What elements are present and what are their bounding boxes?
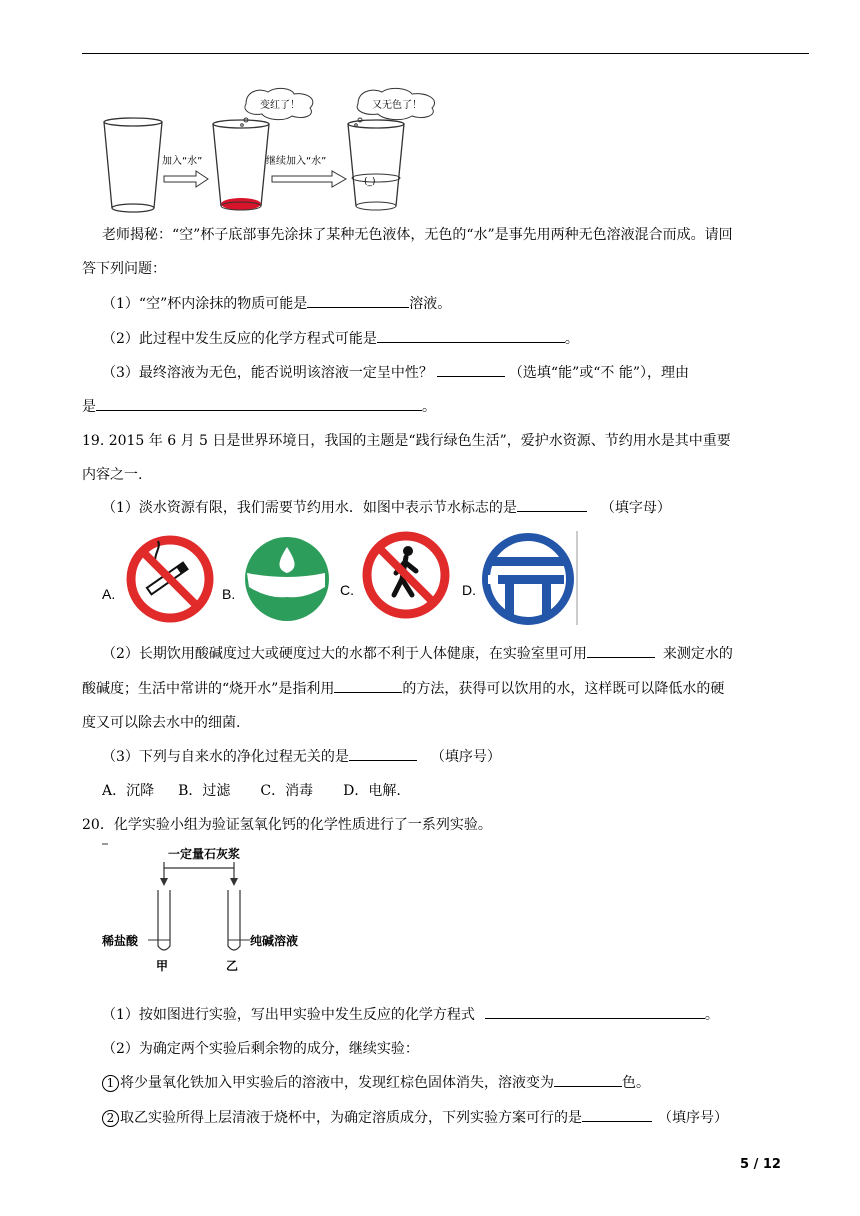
q20-part1: [102, 1004, 719, 1024]
red-cup: [213, 120, 269, 210]
q20-c2-hint: （填序号）: [658, 1110, 728, 1126]
q18-part3-reason: [82, 396, 436, 416]
bubble2-label: 又无色了！: [372, 100, 422, 111]
q20-step2: [102, 1107, 728, 1127]
q20-step1: [102, 1072, 650, 1092]
q19-part1: [102, 497, 671, 517]
q18-p3-tail: 。: [422, 399, 436, 415]
q19-title-line2: 内容之一.: [82, 467, 143, 483]
q18-intro-line1: 老师揭秘：“空”杯子底部事先涂抹了某种无色液体，无色的“水”是事先用两种无色溶液混合而成。请回: [102, 227, 733, 243]
q18-intro-line2: 答下列问题：: [82, 261, 166, 277]
q19-p2-line2-text: 酸碱度；生活中常讲的“烧开水”是指利用: [82, 681, 335, 697]
q20-c1-text: 将少量氧化铁加入甲实验后的溶液中，发现红棕色固体消失，溶液变为: [120, 1075, 554, 1091]
q18-p2-tail: 。: [564, 331, 579, 347]
option-c: C．消毒: [260, 783, 314, 799]
option-d: D．电解.: [343, 783, 401, 799]
answer-blank[interactable]: [587, 643, 655, 658]
q20-p1-text: （1）按如图进行实验，写出甲实验中发生反应的化学方程式: [102, 1007, 475, 1023]
bubble1-label: 变红了！: [260, 100, 300, 111]
sign-c-label: C.: [340, 582, 354, 598]
q18-part2: [102, 328, 579, 348]
fig-left-label: 稀盐酸: [102, 934, 139, 948]
q20-c1-tail: 色。: [622, 1075, 650, 1091]
sign-a-label: A.: [102, 586, 116, 602]
page-number: 5 / 12: [740, 1157, 781, 1172]
svg-text:(_): (_): [364, 177, 376, 187]
no-smoking-sign-icon: [131, 540, 209, 618]
fig-right-label: 纯碱溶液: [250, 934, 299, 948]
circled-number-2: 2: [102, 1110, 119, 1127]
cups-experiment-figure: [96, 86, 476, 218]
q20-title: 20．化学实验小组为验证氢氧化钙的化学性质进行了一系列实验。: [82, 817, 492, 833]
option-b: B．过滤: [178, 783, 231, 799]
q20-part2: （2）为确定两个实验后剩余物的成分，继续实验：: [102, 1041, 419, 1057]
q18-p3-text: （3）最终溶液为无色，能否说明该溶液一定呈中性？: [102, 365, 433, 381]
q18-p1-tail: 溶液。: [409, 296, 452, 312]
q18-part1: [102, 293, 451, 313]
sign-b-label: B.: [222, 586, 236, 602]
circled-number-1: 1: [102, 1075, 119, 1092]
q19-p1-text: （1）淡水资源有限，我们需要节约用水．如图中表示节水标志的是: [102, 500, 517, 516]
option-a: A．沉降: [102, 783, 155, 799]
fig-top-label: 一定量石灰浆: [168, 847, 241, 861]
water-saving-sign-icon: [245, 537, 329, 621]
q19-p2-tail: 来测定水的: [662, 646, 733, 662]
sign-d-label: D.: [462, 582, 476, 598]
q19-p2-text: （2）长期饮用酸碱度过大或硬度过大的水都不利于人体健康，在实验室里可用: [102, 646, 587, 662]
q19-part2-line2: [82, 678, 724, 698]
colorless-cup: [348, 120, 404, 210]
q18-part3: [102, 362, 689, 382]
arrow1-label: 加入“水”: [162, 156, 203, 167]
q20-c2-text: 取乙实验所得上层清液于烧杯中，为确定溶质成分，下列实验方案可行的是: [120, 1110, 582, 1126]
answer-blank[interactable]: [582, 1107, 652, 1122]
q20-p1-tail: 。: [704, 1007, 719, 1023]
answer-blank[interactable]: [307, 293, 409, 308]
q19-part3: [102, 746, 501, 766]
answer-blank[interactable]: [485, 1004, 705, 1019]
arrow-1: [164, 171, 208, 187]
q19-p3-hint: （填序号）: [430, 749, 501, 765]
q19-title-line1: 19. 2015 年 6 月 5 日是世界环境日，我国的主题是“践行绿色生活”，爱护水资源、节约用水是其中重要: [82, 433, 731, 449]
q19-part2-line3: 度又可以除去水中的细菌.: [82, 715, 241, 731]
q19-options: [102, 780, 401, 800]
answer-blank[interactable]: [437, 362, 505, 377]
fig-yi-label: 乙: [226, 959, 239, 973]
q18-p2-text: （2）此过程中发生反应的化学方程式可能是: [102, 331, 377, 347]
answer-blank[interactable]: [96, 396, 422, 411]
test-tube-yi: [228, 890, 250, 950]
q19-part2-line1: [102, 643, 733, 663]
answer-blank[interactable]: [349, 746, 417, 761]
answer-blank[interactable]: [517, 497, 587, 512]
header-rule: [82, 53, 809, 54]
no-pedestrian-sign-icon: [367, 536, 445, 614]
q18-p1-text: （1）“空”杯内涂抹的物质可能是: [102, 296, 308, 312]
q19-p3-text: （3）下列与自来水的净化过程无关的是: [102, 749, 349, 765]
answer-blank[interactable]: [554, 1072, 622, 1087]
q18-p3-hint: （选填“能”或“不 能”），理由: [508, 365, 689, 381]
answer-blank[interactable]: [377, 328, 565, 343]
q18-p3-reason-label: 是: [82, 399, 96, 415]
arrow-2: [272, 171, 346, 187]
empty-cup: [104, 118, 162, 212]
arrow2-label: 继续加入“水”: [266, 156, 327, 167]
q19-p1-hint: （填字母）: [600, 500, 671, 516]
q19-p2-line2-tail: 的方法，获得可以饮用的水，这样既可以降低水的硬: [402, 681, 725, 697]
answer-blank[interactable]: [334, 678, 402, 693]
blue-emblem-sign-icon: [486, 537, 570, 621]
test-tube-jia: [158, 890, 170, 950]
test-tubes-figure: [100, 842, 320, 978]
water-signs-figure: [100, 527, 580, 627]
fig-jia-label: 甲: [156, 959, 169, 973]
